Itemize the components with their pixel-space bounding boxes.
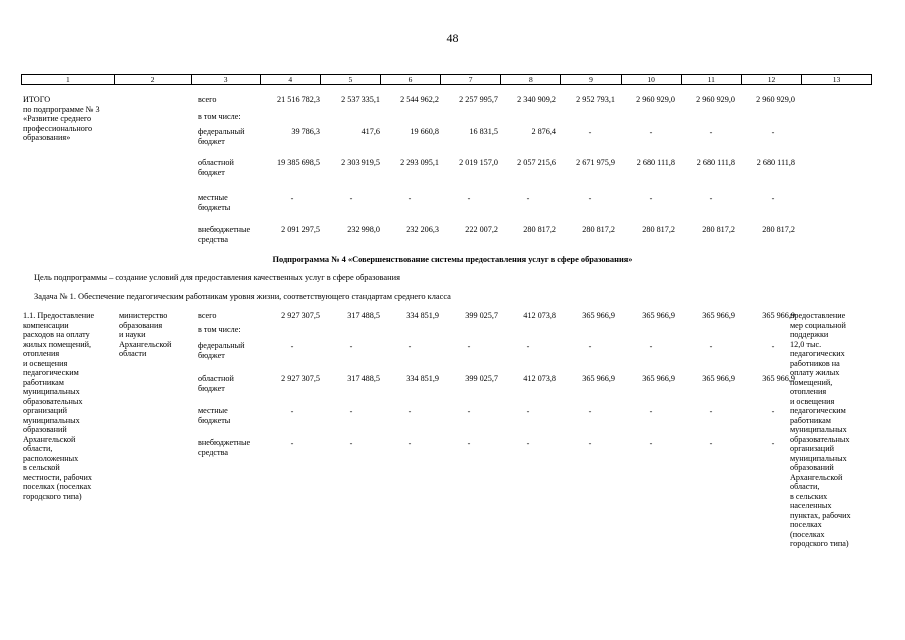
amount-cell: 2 927 307,5 <box>281 311 320 320</box>
amount-cell: - <box>467 194 471 203</box>
amount-cell: 2 303 919,5 <box>341 158 380 167</box>
page-number: 48 <box>446 31 459 45</box>
measure-name: 1.1. Предоставление компенсации расходов на оплату жилых помещений, отопления и освещения педагогическим работникам муниципальных образовательных организаций муниципальных образований Архангельской области, расположенных в сельской местности, рабочих поселках (поселках городского типа) <box>23 311 95 501</box>
financing-source-label: федеральный бюджет <box>198 127 245 146</box>
amount-cell: - <box>588 342 592 351</box>
amount-cell: 2 960 929,0 <box>636 95 675 104</box>
financing-source-label: в том числе: <box>198 325 241 334</box>
amount-cell: 222 007,2 <box>465 225 498 234</box>
amount-cell: 2 927 307,5 <box>281 374 320 383</box>
amount-cell: - <box>709 342 713 351</box>
amount-cell: - <box>349 194 353 203</box>
amount-cell: - <box>771 439 775 448</box>
amount-cell: 2 876,4 <box>531 127 556 136</box>
amount-cell: - <box>408 439 412 448</box>
amount-cell: 280 817,2 <box>702 225 735 234</box>
amount-cell: - <box>771 342 775 351</box>
amount-cell: - <box>290 439 294 448</box>
amount-cell: 232 998,0 <box>347 225 380 234</box>
amount-cell: 399 025,7 <box>465 311 498 320</box>
column-header: 11 <box>682 75 742 84</box>
amount-cell: - <box>588 194 592 203</box>
itogo-title: ИТОГО по подпрограмме № 3 «Развитие среднего профессионального образования» <box>23 95 100 142</box>
amount-cell: 417,6 <box>361 127 380 136</box>
amount-cell: 2 544 962,2 <box>400 95 439 104</box>
amount-cell: - <box>526 194 530 203</box>
amount-cell: 2 019 157,0 <box>459 158 498 167</box>
amount-cell: 317 488,5 <box>347 311 380 320</box>
amount-cell: 2 680 111,8 <box>636 158 675 167</box>
financing-source-label: федеральный бюджет <box>198 341 245 360</box>
amount-cell: 280 817,2 <box>582 225 615 234</box>
subprogram-title: Подпрограмма № 4 «Совершенствование системы предоставления услуг в сфере образования» <box>272 255 633 264</box>
amount-cell: - <box>408 407 412 416</box>
amount-cell: - <box>588 128 592 137</box>
financing-source-label: местные бюджеты <box>198 193 231 212</box>
amount-cell: 2 257 995,7 <box>459 95 498 104</box>
amount-cell: 2 960 929,0 <box>756 95 795 104</box>
amount-cell: 16 831,5 <box>469 127 498 136</box>
column-header: 12 <box>742 75 802 84</box>
task-title: Задача № 1. Обеспечение педагогическим работникам уровня жизни, соответствующего стандартам среднего класса <box>34 292 451 301</box>
amount-cell: - <box>709 439 713 448</box>
amount-cell: 280 817,2 <box>642 225 675 234</box>
financing-source-label: в том числе: <box>198 112 241 121</box>
amount-cell: - <box>588 407 592 416</box>
amount-cell: 232 206,3 <box>406 225 439 234</box>
amount-cell: - <box>709 128 713 137</box>
amount-cell: - <box>408 342 412 351</box>
amount-cell: 365 966,9 <box>642 374 675 383</box>
column-header: 1 <box>22 75 115 84</box>
amount-cell: 365 966,9 <box>582 311 615 320</box>
column-header: 3 <box>192 75 261 84</box>
amount-cell: 334 851,9 <box>406 374 439 383</box>
measure-result: предоставление мер социальной поддержки 12,0 тыс. педагогических работников на оплату жилых помещений, отопления и освещения педагогическим работникам муниципальных образовательных организаций муниципальных образований Архангельской области, в сельских населенных пунктах, рабочих поселках (поселках городского типа) <box>790 311 851 548</box>
financing-source-label: всего <box>198 95 217 104</box>
amount-cell: - <box>290 407 294 416</box>
amount-cell: 412 073,8 <box>523 311 556 320</box>
subprogram-goal: Цель подпрограммы – создание условий для предоставления качественных услуг в сфере образования <box>34 273 400 282</box>
amount-cell: - <box>649 128 653 137</box>
amount-cell: 2 680 111,8 <box>756 158 795 167</box>
amount-cell: 2 671 975,9 <box>576 158 615 167</box>
amount-cell: 2 952 793,1 <box>576 95 615 104</box>
amount-cell: 2 340 909,2 <box>517 95 556 104</box>
amount-cell: 39 786,3 <box>291 127 320 136</box>
amount-cell: 19 660,8 <box>410 127 439 136</box>
amount-cell: - <box>349 439 353 448</box>
amount-cell: 2 057 215,6 <box>517 158 556 167</box>
amount-cell: 365 966,9 <box>582 374 615 383</box>
column-header: 4 <box>261 75 321 84</box>
amount-cell: - <box>649 439 653 448</box>
amount-cell: 2 680 111,8 <box>696 158 735 167</box>
amount-cell: - <box>649 342 653 351</box>
column-header: 13 <box>832 75 841 84</box>
column-header: 5 <box>321 75 381 84</box>
amount-cell: - <box>290 342 294 351</box>
amount-cell: - <box>771 194 775 203</box>
amount-cell: 412 073,8 <box>523 374 556 383</box>
amount-cell: 2 960 929,0 <box>696 95 735 104</box>
amount-cell: 365 966,9 <box>762 374 795 383</box>
column-header-row <box>21 74 872 85</box>
column-header: 6 <box>381 75 441 84</box>
column-header: 10 <box>622 75 682 84</box>
amount-cell: 365 966,9 <box>702 311 735 320</box>
financing-source-label: областной бюджет <box>198 374 234 393</box>
amount-cell: - <box>467 439 471 448</box>
amount-cell: - <box>588 439 592 448</box>
amount-cell: - <box>467 407 471 416</box>
amount-cell: 399 025,7 <box>465 374 498 383</box>
financing-source-label: местные бюджеты <box>198 406 231 425</box>
amount-cell: - <box>771 128 775 137</box>
amount-cell: 280 817,2 <box>762 225 795 234</box>
amount-cell: 2 537 335,1 <box>341 95 380 104</box>
amount-cell: 2 293 095,1 <box>400 158 439 167</box>
amount-cell: 334 851,9 <box>406 311 439 320</box>
amount-cell: 365 966,9 <box>762 311 795 320</box>
column-header: 2 <box>115 75 192 84</box>
amount-cell: - <box>290 194 294 203</box>
amount-cell: - <box>649 407 653 416</box>
column-header: 9 <box>561 75 621 84</box>
amount-cell: - <box>526 342 530 351</box>
amount-cell: - <box>408 194 412 203</box>
amount-cell: 317 488,5 <box>347 374 380 383</box>
column-header: 7 <box>441 75 501 84</box>
amount-cell: 2 091 297,5 <box>281 225 320 234</box>
amount-cell: - <box>709 194 713 203</box>
amount-cell: 21 516 782,3 <box>277 95 320 104</box>
amount-cell: 280 817,2 <box>523 225 556 234</box>
amount-cell: - <box>526 439 530 448</box>
amount-cell: - <box>526 407 530 416</box>
financing-source-label: всего <box>198 311 217 320</box>
financing-source-label: внебюджетные средства <box>198 438 251 457</box>
amount-cell: 365 966,9 <box>642 311 675 320</box>
amount-cell: - <box>467 342 471 351</box>
amount-cell: - <box>709 407 713 416</box>
financing-source-label: областной бюджет <box>198 158 234 177</box>
amount-cell: 19 385 698,5 <box>277 158 320 167</box>
measure-executor: министерство образования и науки Архангельской области <box>119 311 172 358</box>
amount-cell: - <box>349 407 353 416</box>
amount-cell: - <box>349 342 353 351</box>
financing-source-label: внебюджетные средства <box>198 225 251 244</box>
amount-cell: - <box>649 194 653 203</box>
amount-cell: 365 966,9 <box>702 374 735 383</box>
column-header: 8 <box>501 75 561 84</box>
amount-cell: - <box>771 407 775 416</box>
